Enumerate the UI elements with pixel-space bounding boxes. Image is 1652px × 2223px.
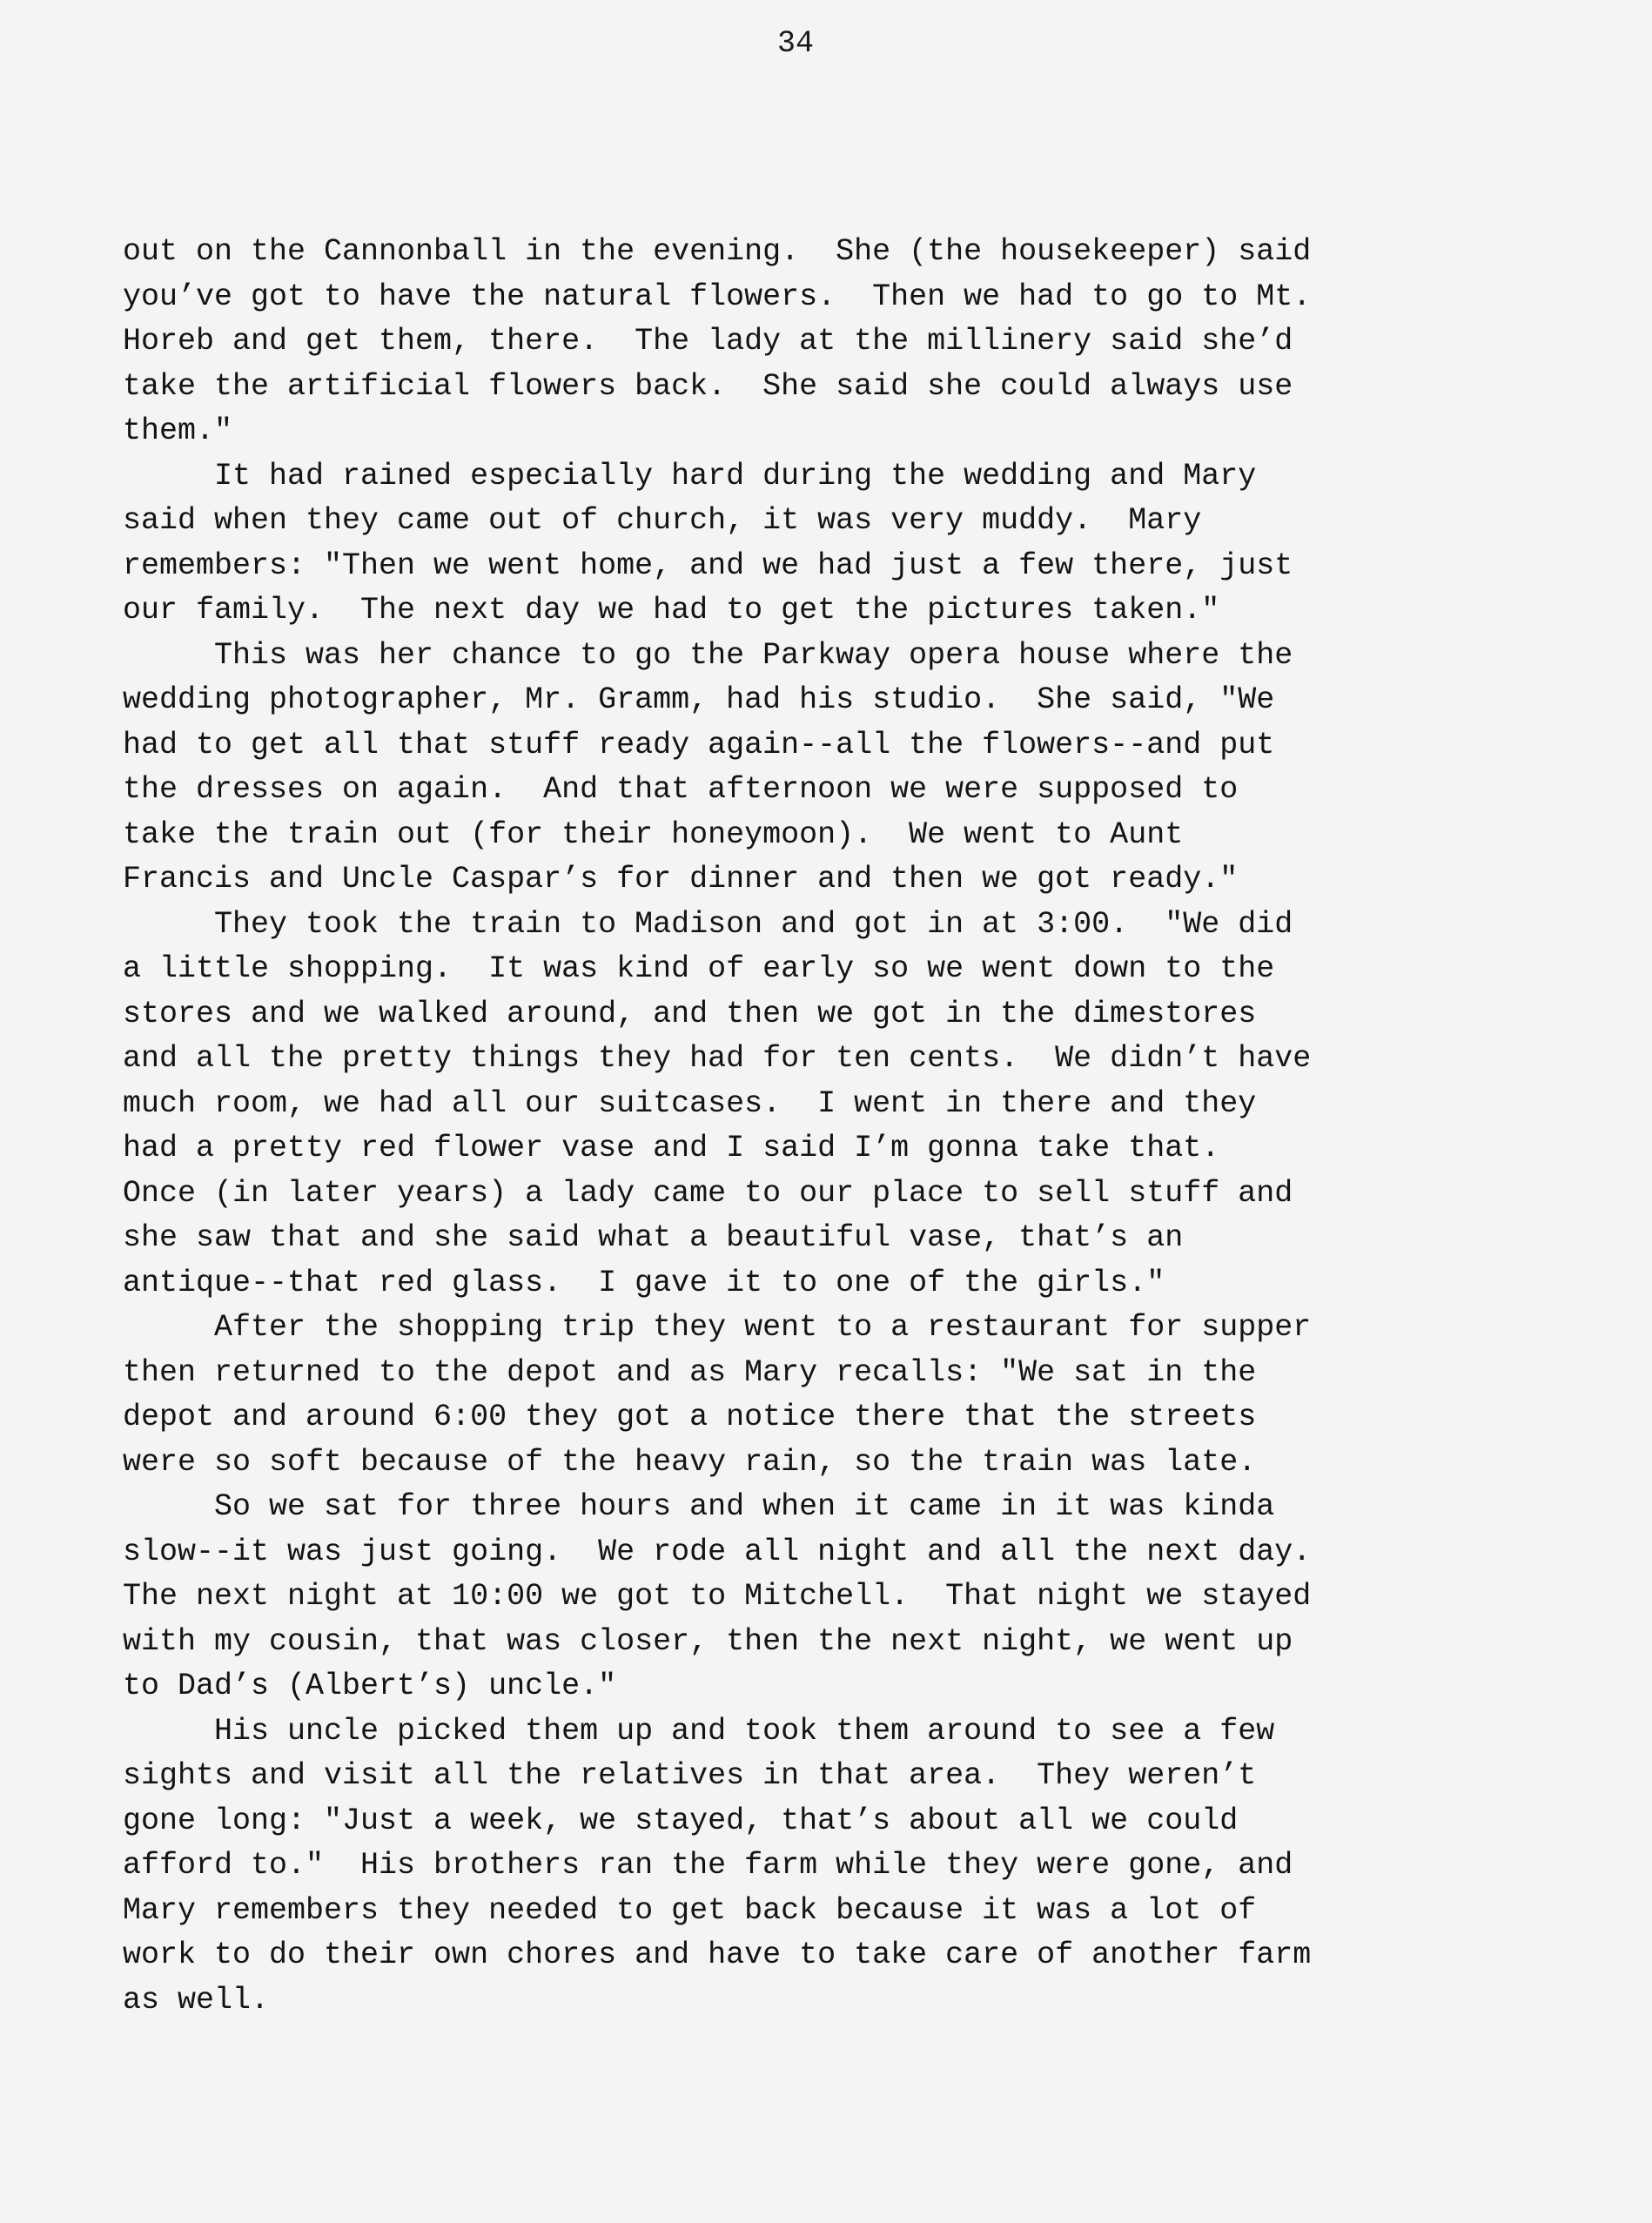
text-line: Once (in later years) a lady came to our place to sell stuff and xyxy=(123,1175,1293,1211)
text-line: had to get all that stuff ready again--all the flowers--and put xyxy=(123,727,1275,762)
text-line: remembers: "Then we went home, and we had just a few there, just xyxy=(123,547,1293,583)
text-line: out on the Cannonball in the evening. She (the housekeeper) said xyxy=(123,234,1312,269)
text-line: had a pretty red flower vase and I said I’m gonna take that. xyxy=(123,1131,1220,1165)
text-line: take the artificial flowers back. She said she could always use xyxy=(123,368,1293,404)
body-text xyxy=(123,230,1481,2023)
text-line: Horeb and get them, there. The lady at the millinery said she’d xyxy=(123,324,1293,359)
text-line: antique--that red glass. I gave it to one of the girls." xyxy=(123,1265,1165,1300)
text-line: you’ve got to have the natural flowers. Then we had to go to Mt. xyxy=(123,279,1312,314)
text-line: His uncle picked them up and took them around to see a few xyxy=(123,1713,1275,1749)
text-line: This was her chance to go the Parkway opera house where the xyxy=(123,637,1293,673)
text-line: our family. The next day we had to get the pictures taken." xyxy=(123,593,1220,628)
text-line: work to do their own chores and have to take care of another farm xyxy=(123,1938,1312,1972)
text-line: with my cousin, that was closer, then the next night, we went up xyxy=(123,1623,1293,1659)
text-line: wedding photographer, Mr. Gramm, had his studio. She said, "We xyxy=(123,682,1275,717)
text-line: she saw that and she said what a beautiful vase, that’s an xyxy=(123,1220,1184,1255)
text-line: to Dad’s (Albert’s) uncle." xyxy=(123,1669,617,1703)
text-line: The next night at 10:00 we got to Mitchell. That night we stayed xyxy=(123,1579,1312,1614)
page-number: 34 xyxy=(776,26,814,61)
text-line: take the train out (for their honeymoon). We went to Aunt xyxy=(123,816,1184,852)
text-line: So we sat for three hours and when it came in it was kinda xyxy=(123,1489,1275,1524)
text-line: said when they came out of church, it was very muddy. Mary xyxy=(123,503,1202,538)
text-line: slow--it was just going. We rode all night and all the next day. xyxy=(123,1534,1312,1569)
text-line: much room, we had all our suitcases. I went in there and they xyxy=(123,1085,1257,1121)
text-line: were so soft because of the heavy rain, so the train was late. xyxy=(123,1444,1257,1480)
text-line: They took the train to Madison and got in at 3:00. "We did xyxy=(123,906,1293,942)
text-line: After the shopping trip they went to a restaurant for supper xyxy=(123,1310,1312,1345)
text-line: gone long: "Just a week, we stayed, that’s about all we could xyxy=(123,1803,1239,1838)
text-line: Francis and Uncle Caspar’s for dinner and then we got ready." xyxy=(123,862,1239,897)
text-line: It had rained especially hard during the wedding and Mary xyxy=(123,458,1257,494)
text-line: them." xyxy=(123,413,233,448)
text-line: and all the pretty things they had for ten cents. We didn’t have xyxy=(123,1041,1312,1076)
text-line: Mary remembers they needed to get back because it was a lot of xyxy=(123,1892,1257,1928)
text-line: stores and we walked around, and then we got in the dimestores xyxy=(123,996,1257,1031)
text-line: as well. xyxy=(123,1982,270,2018)
text-line: depot and around 6:00 they got a notice there that the streets xyxy=(123,1400,1257,1434)
text-line: a little shopping. It was kind of early so we went down to the xyxy=(123,951,1275,986)
text-line: then returned to the depot and as Mary recalls: "We sat in the xyxy=(123,1354,1257,1390)
text-line: the dresses on again. And that afternoon we were supposed to xyxy=(123,772,1239,807)
text-line: afford to." His brothers ran the farm while they were gone, and xyxy=(123,1848,1293,1883)
text-line: sights and visit all the relatives in that area. They weren’t xyxy=(123,1758,1257,1793)
